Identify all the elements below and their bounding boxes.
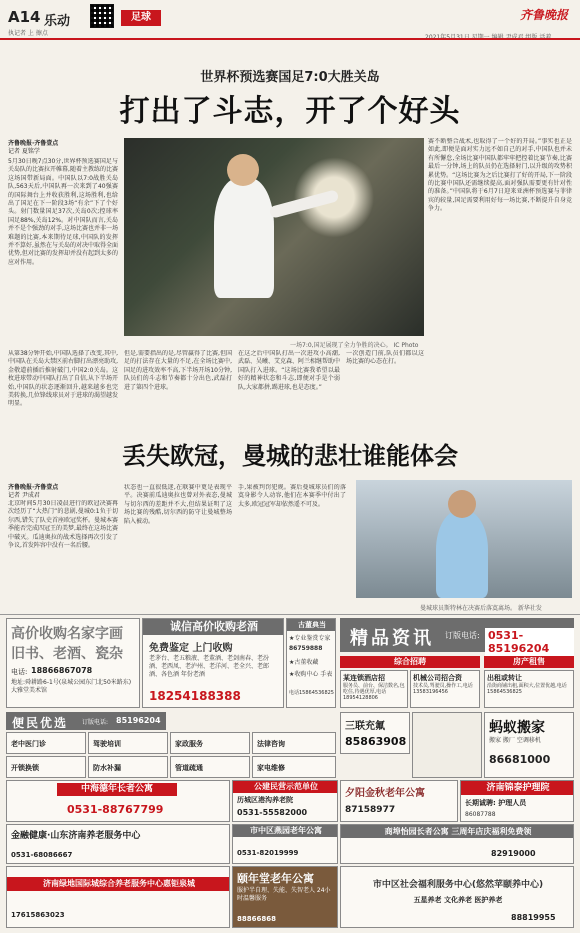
article-1-right-col: 赛不断整合战术,也取得了一个好的开局。”事实也正是如此,即便是面对实力远不如自己的对手,中国队也并未有所懈怠,全场比赛中国队都牢牢把控着比赛节奏,比赛最后一分钟,场上的队员仍在选择射门,以升级的攻势积累优势。“这场比赛为之后比赛打了好的开局,下一阶段的比赛中国队还需继续提高,面对强队需要更有针对性的准备。”中国队将于6月7日迎来亚洲杯预选赛与菲律宾的较量,国足需要利用好每一场比赛,不断提升自身竞争力。: [428, 138, 572, 213]
classified-title: 精品资讯: [350, 628, 434, 649]
job-ad-3: [484, 670, 574, 708]
service-2-label: 驾驶培训: [93, 740, 121, 748]
section-name: 乐动: [44, 14, 71, 29]
ad-big-1: [6, 824, 230, 864]
ad-senior-funeral: [6, 780, 230, 822]
player-head: [227, 154, 259, 186]
job-ad-1-title: 某连锁酒店招: [343, 674, 385, 682]
job-ad-2-title: 机械公司招合资: [413, 674, 462, 682]
ad-big-3-phone: 82919000: [491, 849, 536, 858]
newspaper-logo: 齐鲁晚报: [520, 8, 569, 22]
ad-antique-pawn-line-5: 电话15864536825: [289, 690, 334, 696]
article-2-reporter: 记者 尹成君: [8, 492, 40, 499]
article-2-col-1: 北京时间5月30日凌晨进行的欧冠决赛再次经历了“大热门”的悲剧,曼城0:1负于切尔西,错失了队史首座欧冠奖杯。曼城本赛季能否完成四冠王的美梦,最终在这场比赛中破灭。瓜迪奥拉的战术选择再次引发了争议,首发阵容中没有一名后腰。: [8, 500, 118, 550]
player-head-2: [448, 490, 476, 518]
page-number: A14: [8, 8, 41, 26]
ad-big-1-title: 金融健康·山东济南养老服务中心: [11, 831, 141, 841]
service-6: [88, 756, 168, 778]
ad-bottom-3: [340, 866, 574, 928]
ad-bottom-3-sub: 五星养老 文化养老 医护养老: [413, 896, 503, 904]
ad-bottom-2-title: 颐年堂老年公寓: [237, 872, 314, 885]
ad-mover: [484, 712, 574, 778]
convenience-label: 订版电话:: [82, 719, 109, 726]
ad-senior-1: [232, 780, 338, 822]
ad-liquor-sub: 免费鉴定 上门收购: [149, 643, 233, 654]
service-2: [88, 732, 168, 754]
ad-senior-funeral-phone: 0531-88767799: [67, 803, 164, 816]
service-7-label: 管道疏通: [175, 764, 203, 772]
convenience-phone: 85196204: [116, 716, 161, 725]
ad-big-2: [232, 824, 338, 864]
ad-senior-3-title: 济南锦泰护理院: [461, 781, 574, 795]
service-8-label: 家电维修: [257, 764, 285, 772]
job-ad-1-body: 服务员、前台、保洁数名,包吃住,待遇优厚,电话18954128806: [343, 683, 405, 701]
service-3: [170, 732, 250, 754]
ad-liquor: [142, 618, 284, 708]
job-ad-3-title: 出租或转让: [487, 674, 522, 682]
ad-antique-phone-label: 电话:: [11, 668, 28, 676]
ad-mover-phone: 86681000: [489, 753, 551, 766]
article-2-headline: 丢失欧冠，曼城的悲壮谁能体会: [122, 442, 458, 470]
ad-bottom-2-phone: 88866868: [237, 915, 276, 923]
ad-big-3-title: 商埠怡园长者公寓 三周年店庆福利免费领: [341, 825, 574, 838]
ad-antique-pawn-title: 古董典当: [287, 619, 336, 631]
article-1-kicker: 世界杯预选赛国足7:0大胜关岛: [200, 70, 380, 85]
ad-antique: [6, 618, 140, 708]
service-7: [170, 756, 250, 778]
article-1-col-2: 从第38分钟开始,中国队选择了改变,其中,中国队在关岛大禁区前右脚打出漂亮助攻,金敬道前插后推射破门,中国2:0关岛。这枚进球带动中国队打出了自信,从下半场开始,中国队的状态逐渐回升,越来越多也完美转换,几位锋线球员对于进球的渴望越发明显。: [8, 350, 118, 408]
ad-bottom-2: [232, 866, 338, 928]
article-1-source: 齐鲁晚报·齐鲁壹点: [8, 140, 59, 147]
ad-antique-pawn-line-2: 86759888: [289, 645, 323, 652]
article-1-col-1: 5月30日晚7点30分,世界杯预选赛国足与关岛队的比赛拉开帷幕,随着主教练的比赛这场国带新局面。中国队以7:0战胜关岛队,563天后,中国队再一次来到了40强赛的国际舞台上并收获胜利,这场胜利,也给出了国足在下一阶段3场“有余”下了个好头。射门数量国足37次,关岛0次;控球率国足88%,关岛12%。对中国队而言,关岛并不是个强劲的对手,这场比赛也并非一场难题的比赛,本来期待足球,中国队的发挥并不算好,虽然在与关岛的对决中取得全面优势,但对比赛的发挥却并没有起到太多的应对作用。: [8, 158, 118, 266]
ad-senior-funeral-title: 中海德年长者公寓: [57, 783, 177, 796]
player-figure: [214, 178, 274, 298]
masthead-rule: [0, 38, 580, 40]
ad-senior-1-sub: 历城区港沟养老院: [237, 796, 293, 804]
qr-code-icon: [90, 4, 114, 28]
article-2-photo: [356, 480, 572, 598]
ad-antique-sub: 旧书、老酒、瓷杂: [11, 646, 123, 662]
article-2-source: 齐鲁晚报·齐鲁壹点: [8, 484, 59, 491]
service-4-label: 法律咨询: [257, 740, 285, 748]
ad-bottom-1-phone: 17615863023: [11, 911, 65, 919]
service-1: [6, 732, 86, 754]
article-1-col-4: 在这之后中国队打出一次进攻小高潮,武磊、吴曦、艾克森、阿兰相继帮助中国队打入进球。“这场比赛我希望以最好的精神状态和斗志,即便对手是个弱队,大家都拼,踢进球,也是态度。”: [238, 350, 340, 391]
ad-antique-addr: 地址:舜耕路6-1号(泉城公园东门北50米路东)大雅堂美术馆: [11, 679, 132, 694]
ad-big-2-title: 市中区燕园老年公寓: [233, 825, 338, 837]
service-3-label: 家政服务: [175, 740, 203, 748]
ad-antique-pawn-line-3: ★古董收藏: [289, 659, 319, 666]
service-4: [252, 732, 336, 754]
article-2-photo-caption: 曼城球员斯特林在决赛后落寞离场。 新华社发: [420, 605, 542, 612]
ad-big-3: [340, 824, 574, 864]
section-tag: 足球: [121, 10, 161, 26]
job-ad-2-body: 技术员,驾驶员,操作工,电话13583196456: [413, 683, 473, 695]
job-ad-1: [340, 670, 408, 708]
article-1-col-3: 但是,需要指出的是,尽管赢得了比赛,但国足的打法存在大量的不足,在全场比赛中,国足的进攻效率不高,下半场开场10分钟,队员们的斗志和节奏都十分出色,武磊打进了第四个进球。: [124, 350, 232, 391]
ad-antique-title: 高价收购名家字画: [11, 626, 123, 642]
article-2-col-2: 状态也一直很低迷,在联赛中更是表现平平。决赛前瓜迪奥拉也曾对外表态,曼城与切尔西的差距并不大,但结果证明了这场比赛的残酷,切尔西的防守让曼城整场陷入被动。: [124, 484, 232, 525]
ad-misc: [412, 712, 482, 778]
ad-big-2-phone: 0531-82019999: [237, 849, 299, 857]
job-ad-3-body: 沿街商铺出租,面积大,位置优越,电话15864536825: [487, 683, 567, 695]
article-1-reporter: 记者 夏铭学: [8, 148, 40, 155]
ad-bottom-3-title: 市中区社会福利服务中心(悠然苹颐养中心): [372, 880, 544, 890]
classified-label: 订版电话:: [445, 631, 480, 640]
player-figure-2: [436, 510, 488, 598]
ad-antique-phone: 18866867078: [31, 666, 93, 675]
ad-senior-1-phone: 0531-55582000: [237, 808, 308, 817]
ad-antique-pawn-line-4: ★收购中心 手表: [289, 671, 333, 678]
ad-bottom-1: [6, 866, 230, 928]
ad-bottom-3-phone: 88819955: [511, 913, 556, 922]
service-5: [6, 756, 86, 778]
classified-phone: 0531-85196204: [485, 628, 574, 656]
service-6-label: 防水补漏: [93, 764, 121, 772]
ad-bottom-2-sub: 服护半自理、失能、失智老人 24小时温馨服务: [237, 887, 331, 902]
article-1-headline: 打出了斗志，开了个好头: [119, 94, 461, 129]
player-arm: [269, 189, 340, 219]
service-5-label: 开锁换锁: [11, 764, 39, 772]
job-ad-2: [410, 670, 480, 708]
masthead: [0, 0, 580, 40]
services-grid: [6, 732, 336, 778]
ad-liquor-phone: 18254188388: [149, 689, 241, 703]
article-1-col-5: 一次创造门前,队员们都以这场比赛的心态在打。: [346, 350, 424, 366]
ad-senior-3-phone: 86087788: [465, 811, 496, 818]
ad-lock-phone: 85863908: [345, 735, 407, 748]
article-2-col-3: 手,果被判罚犯规。赛后曼城球员们的落寞身影令人动容,他们在本赛季中付出了太多,欧冠冠军却依然遥不可及。: [238, 484, 346, 508]
ad-senior-1-title: 公建民营示范单位: [233, 781, 338, 793]
ad-lock: [340, 712, 410, 754]
ads-rule: [0, 614, 580, 615]
article-1-photo: [124, 138, 424, 336]
byline: 执记者 上 擦点: [8, 30, 48, 37]
ad-antique-pawn: [286, 618, 336, 708]
ad-antique-pawn-line-1: ★专业鉴赏专家: [289, 635, 331, 642]
jobs-header: 综合招聘: [340, 656, 480, 668]
service-8: [252, 756, 336, 778]
ad-mover-title: 蚂蚁搬家: [489, 720, 545, 736]
service-1-label: 老中医门诊: [11, 740, 46, 748]
convenience-title: 便民优选: [12, 716, 69, 730]
house-header: 房产租售: [484, 656, 574, 668]
ad-bottom-1-title: 济南绿地国际城综合养老服务中心惠钜泉城: [7, 877, 230, 891]
ad-senior-3: [460, 780, 574, 822]
ad-liquor-desc: 老茅台、老五粮液、老董酒、老剑南春、老汾酒、老西凤、老泸州、老洋河、老全兴、老郎酒、各色酒 年份老酒: [149, 655, 270, 678]
ad-mover-sub: 搬家 搬厂 空调移机: [489, 737, 541, 744]
ad-big-1-phone: 0531-68086667: [11, 851, 73, 859]
ad-senior-2: [340, 780, 458, 822]
ad-lock-title: 三联充氟: [345, 721, 385, 732]
article-1-photo-caption: 一场7:0,国足展现了全力争胜的决心。 IC Photo: [290, 342, 419, 349]
ad-senior-2-phone: 87158977: [345, 805, 396, 815]
ad-senior-3-sub: 长期诚聘: 护理人员: [465, 799, 527, 807]
convenience-header: [6, 712, 166, 730]
ad-senior-2-title: 夕阳金秋老年公寓: [345, 788, 425, 799]
ad-liquor-title: 诚信高价收购老酒: [143, 619, 284, 635]
classified-header: [340, 618, 574, 655]
